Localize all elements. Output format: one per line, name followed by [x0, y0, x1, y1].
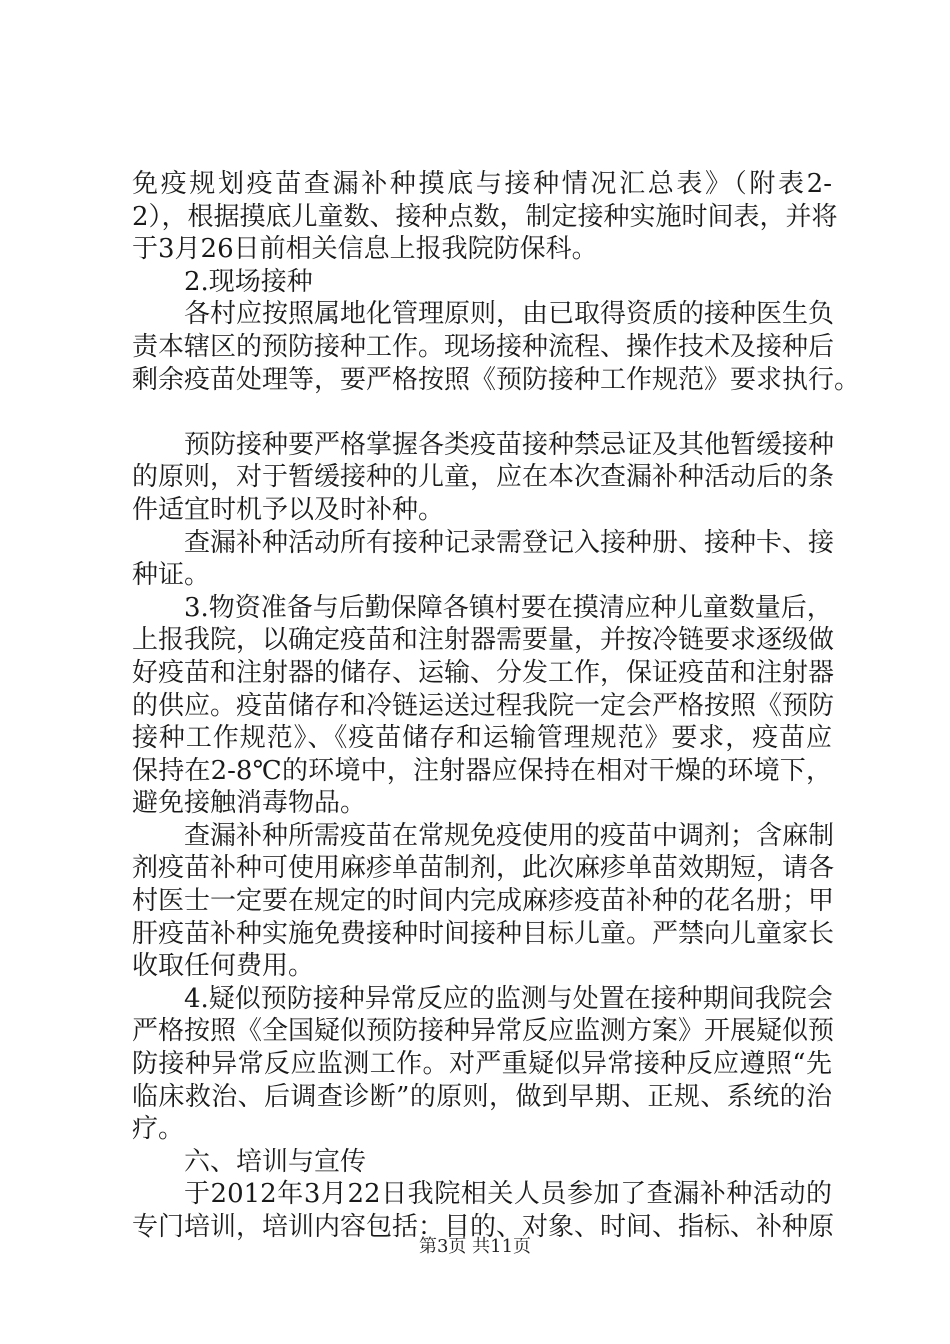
- text-line: 防接种异常反应监测工作。对严重疑似异常接种反应遵照“先: [132, 1049, 832, 1080]
- document-body: [132, 168, 861, 1244]
- text-line: 上报我院，以确定疫苗和注射器需要量，并按冷链要求逐级做: [132, 625, 835, 656]
- text-line: 接种工作规范》、《疫苗储存和运输管理规范》要求，疫苗应: [132, 723, 832, 754]
- text-line: 各村应按照属地化管理原则，由已取得资质的接种医生负: [184, 299, 835, 330]
- text-line: 村医士一定要在规定的时间内完成麻疹疫苗补种的花名册；甲: [132, 886, 835, 917]
- text-line: 肝疫苗补种实施免费接种时间接种目标儿童。严禁向儿童家长: [132, 918, 835, 949]
- text-line: 好疫苗和注射器的储存、运输、分发工作，保证疫苗和注射器: [132, 657, 835, 688]
- page-footer: 第3页 共11页: [418, 1236, 532, 1257]
- text-line: 件适宜时机予以及时补种。: [132, 494, 445, 525]
- text-line: 查漏补种活动所有接种记录需登记入接种册、接种卡、接: [184, 527, 835, 558]
- text-line: 种证。: [132, 560, 211, 591]
- text-line: 收取任何费用。: [132, 951, 315, 982]
- text-line: 免疫规划疫苗查漏补种摸底与接种情况汇总表》（附表2-: [132, 169, 832, 199]
- text-line: 的供应。疫苗储存和冷链运送过程我院一定会严格按照《预防: [132, 690, 835, 721]
- text-line: 于2012年3月22日我院相关人员参加了查漏补种活动的: [184, 1179, 832, 1210]
- text-line: 六、培训与宣传: [184, 1146, 367, 1177]
- text-line: 疗。: [132, 1114, 185, 1145]
- text-line: 预防接种要严格掌握各类疫苗接种禁忌证及其他暂缓接种: [184, 429, 835, 460]
- text-line: 的原则，对于暂缓接种的儿童，应在本次查漏补种活动后的条: [132, 462, 835, 493]
- text-line: 剂疫苗补种可使用麻疹单苗制剂，此次麻疹单苗效期短，请各: [132, 853, 835, 884]
- text-line: 专门培训，培训内容包括：目的、对象、时间、指标、补种原: [132, 1212, 835, 1242]
- text-line: 2），根据摸底儿童数、接种点数，制定接种实施时间表，并将: [132, 201, 838, 232]
- text-line: 查漏补种所需疫苗在常规免疫使用的疫苗中调剂；含麻制: [184, 820, 835, 851]
- text-line: 责本辖区的预防接种工作。现场接种流程、操作技术及接种后: [132, 331, 835, 362]
- text-line: 避免接触消毒物品。: [132, 788, 367, 819]
- text-line: 3.物资准备与后勤保障各镇村要在摸清应种儿童数量后，: [184, 592, 833, 623]
- text-line: 4.疑似预防接种异常反应的监测与处置在接种期间我院会: [184, 983, 833, 1014]
- text-line: 于3月26日前相关信息上报我院防保科。: [132, 234, 598, 265]
- text-line: 2.现场接种: [184, 266, 313, 297]
- text-line: 剩余疫苗处理等，要严格按照《预防接种工作规范》要求执行。: [132, 364, 861, 395]
- text-line: 临床救治、后调查诊断”的原则，做到早期、正规、系统的治: [132, 1081, 832, 1112]
- text-line: 保持在2-8℃的环境中，注射器应保持在相对干燥的环境下，: [132, 755, 832, 786]
- text-line: 严格按照《全国疑似预防接种异常反应监测方案》开展疑似预: [132, 1016, 835, 1047]
- blank-line: [132, 396, 832, 429]
